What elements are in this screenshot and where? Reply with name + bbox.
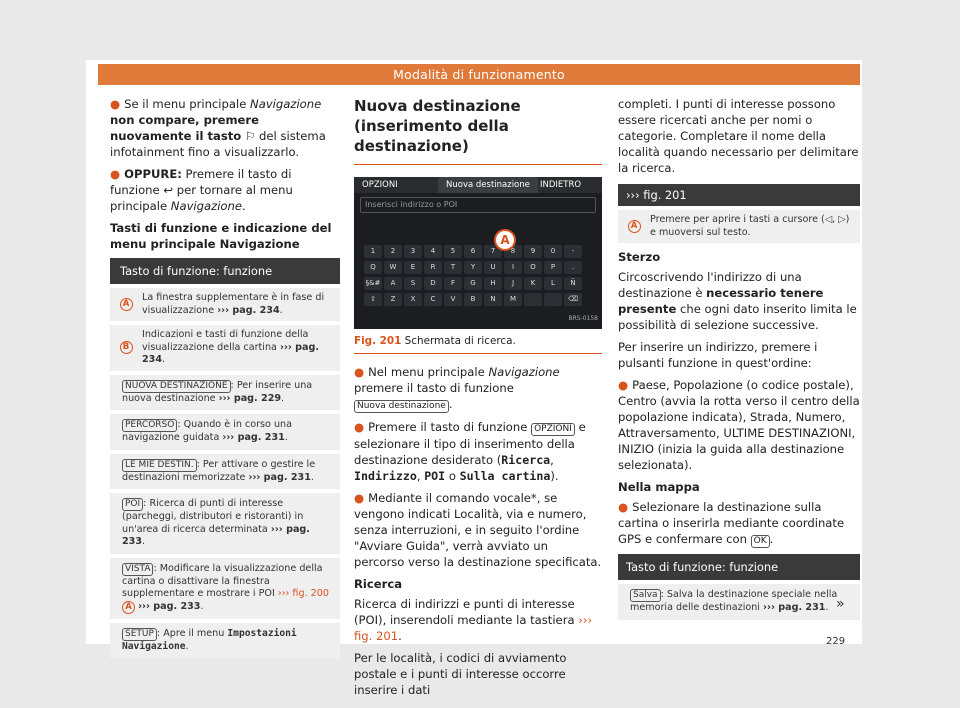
paragraph: ● Selezionare la destinazione sulla cartina o inserirla mediante coordinate GPS e confermare con OK . <box>618 500 845 546</box>
keyboard-row <box>364 293 592 306</box>
function-table <box>110 258 340 658</box>
keyboard-key: §&# <box>364 277 382 290</box>
keyboard-key: L <box>544 277 562 290</box>
table-row: A La finestra supplementare è in fase di visualizzazione ››› pag. 234. <box>110 288 340 321</box>
keyboard-row <box>364 245 592 258</box>
keyboard-key: . <box>564 261 582 274</box>
keyboard-key: Ñ <box>564 277 582 290</box>
subheading: Nella mappa <box>618 480 700 494</box>
paragraph: ● Paese, Popolazione (o codice postale), Centro (avvia la rotta verso il centro della popolazione indicata), Strada, Numero, Attraversamento, ULTIME DESTINAZIONI, INIZIO (inizia la guida alla destinazione selezionata). <box>618 378 860 472</box>
table-row: VISTA : Modificare la visualizzazione della cartina o disattivare la finestra supplementare e mostrare i POI ››› fig. 200 A ››› pag. 233. <box>110 558 340 619</box>
keyboard-key: V <box>444 293 462 306</box>
keyboard-key: - <box>564 245 582 258</box>
subtitle: Tasti di funzione e indicazione del menu principale Navigazione <box>110 221 332 251</box>
table-row: LE MIE DESTIN. : Per attivare o gestire le destinazioni memorizzate ››› pag. 231. <box>110 454 340 490</box>
keyboard-key: I <box>504 261 522 274</box>
keyboard-key <box>544 293 562 306</box>
table-row: POI : Ricerca di punti di interesse (parcheggi, distributori e ristoranti) in un'area di ricerca determinata ››› pag. 233. <box>110 493 340 554</box>
keyboard <box>364 245 592 309</box>
tab-options: OPZIONI <box>362 180 398 190</box>
paragraph: Per inserire un indirizzo, premere i pulsanti funzione in quest'ordine: <box>618 340 818 370</box>
subheading: Sterzo <box>618 250 661 264</box>
keyboard-key: H <box>484 277 502 290</box>
keyboard-key: 5 <box>444 245 462 258</box>
paragraph: ● OPPURE: Premere il tasto di funzione ↩ per tornare al menu principale Navigazione. <box>110 167 293 213</box>
keyboard-key: Z <box>384 293 402 306</box>
section-header: Modalità di funzionamento <box>98 64 860 85</box>
keyboard-key: W <box>384 261 402 274</box>
paragraph: ● Se il menu principale Navigazione non compare, premere nuovamente il tasto ⚐ del sistema infotainment fino a visualizzarlo. <box>110 97 326 159</box>
keyboard-key: J <box>504 277 522 290</box>
keyboard-key: F <box>444 277 462 290</box>
keyboard-key: B <box>464 293 482 306</box>
table-row: NUOVA DESTINAZIONE : Per inserire una nuova destinazione ››› pag. 229. <box>110 375 340 411</box>
keyboard-key: M <box>504 293 522 306</box>
tab-new-destination: Nuova destinazione <box>438 177 538 193</box>
paragraph: ● Nel menu principale Navigazione premere il tasto di funzione Nuova destinazione . <box>354 365 560 411</box>
paragraph: ● Premere il tasto di funzione OPZIONI e selezionare il tipo di inserimento della destinazione desiderato (Ricerca, Indirizzo, POI o Sulla cartina). <box>354 420 586 483</box>
column-1 <box>110 96 340 662</box>
flag-icon: ⚐ <box>244 129 256 143</box>
keyboard-key: P <box>544 261 562 274</box>
keyboard-key: 0 <box>544 245 562 258</box>
keyboard-key: C <box>424 293 442 306</box>
back-arrow-icon: ↩ <box>163 183 174 197</box>
figure-screen <box>354 177 602 329</box>
column-3 <box>618 96 860 624</box>
keyboard-key: O <box>524 261 542 274</box>
keyboard-key: X <box>404 293 422 306</box>
paragraph: Circoscrivendo l'indirizzo di una destinazione è necessario tenere presente che ogni dato inserito limita le possibilità di selezione successive. <box>618 270 857 332</box>
table-row: SETUP : Apre il menu Impostazioni Navigazione. <box>110 623 340 659</box>
keyboard-key: 1 <box>364 245 382 258</box>
keyboard-key: U <box>484 261 502 274</box>
subheading: Ricerca <box>354 577 403 591</box>
keyboard-key: K <box>524 277 542 290</box>
paragraph: Per le località, i codici di avviamento postale e i punti di interesse occorre inserire i dati <box>354 651 567 697</box>
table-row: PERCORSO : Quando è in corso una navigazione guidata ››› pag. 231. <box>110 414 340 450</box>
keyboard-key: 7 <box>484 245 502 258</box>
paragraph: Ricerca di indirizzi e punti di interesse (POI), inserendoli mediante la tastiera ››› fig. 201. <box>354 597 593 643</box>
keyboard-key: 3 <box>404 245 422 258</box>
paragraph: ● Mediante il comando vocale*, se vengono indicati Località, via e numero, senza interruzioni, e in seguito l'ordine "Avviare Guida", verrà avviato un percorso verso la destinazione specificata. <box>354 491 602 569</box>
table-header: Tasto di funzione: funzione <box>110 258 340 284</box>
table-row: B Indicazioni e tasti di funzione della visualizzazione della cartina ››› pag. 234. <box>110 325 340 371</box>
keyboard-key: G <box>464 277 482 290</box>
table-row: Salva : Salva la destinazione speciale nella memoria delle destinazioni ››› pag. 231. <box>618 584 860 620</box>
keyboard-key: 2 <box>384 245 402 258</box>
keyboard-key: 4 <box>424 245 442 258</box>
keyboard-key: R <box>424 261 442 274</box>
keyboard-key: 9 <box>524 245 542 258</box>
figure-code: BRS-0158 <box>568 315 598 322</box>
keyboard-row <box>364 277 592 290</box>
callout-a: A <box>494 229 516 251</box>
keyboard-key: N <box>484 293 502 306</box>
paragraph: completi. I punti di interesse possono essere ricercati anche per nomi o categorie. Completare il nome della località quando necessario per delimitare la ricerca. <box>618 97 859 175</box>
table-row: A Premere per aprire i tasti a cursore (◁, ▷) e muoversi sul testo. <box>618 210 860 243</box>
search-input: Inserisci indirizzo o POI <box>360 197 596 213</box>
keyboard-key: E <box>404 261 422 274</box>
keyboard-key: Y <box>464 261 482 274</box>
continue-arrow: » <box>836 596 845 612</box>
keyboard-key: ⌫ <box>564 293 582 306</box>
tab-back: INDIETRO <box>540 180 582 190</box>
keyboard-key: ⇧ <box>364 293 382 306</box>
keyboard-key: Q <box>364 261 382 274</box>
keyboard-key <box>524 293 542 306</box>
figure-ref-header: ››› fig. 201 <box>618 184 860 206</box>
keyboard-key: T <box>444 261 462 274</box>
section-title: Nuova destinazione (inserimento della destinazione) <box>354 96 602 165</box>
figure-caption: Fig. 201 Schermata di ricerca. <box>354 333 602 354</box>
table-header: Tasto di funzione: funzione <box>618 554 860 580</box>
page-number: 229 <box>826 636 846 647</box>
keyboard-key: S <box>404 277 422 290</box>
keyboard-key: D <box>424 277 442 290</box>
column-2 <box>354 96 602 704</box>
keyboard-key: A <box>384 277 402 290</box>
keyboard-key: 6 <box>464 245 482 258</box>
keyboard-row <box>364 261 592 274</box>
keyboard-key: 8 <box>504 245 522 258</box>
